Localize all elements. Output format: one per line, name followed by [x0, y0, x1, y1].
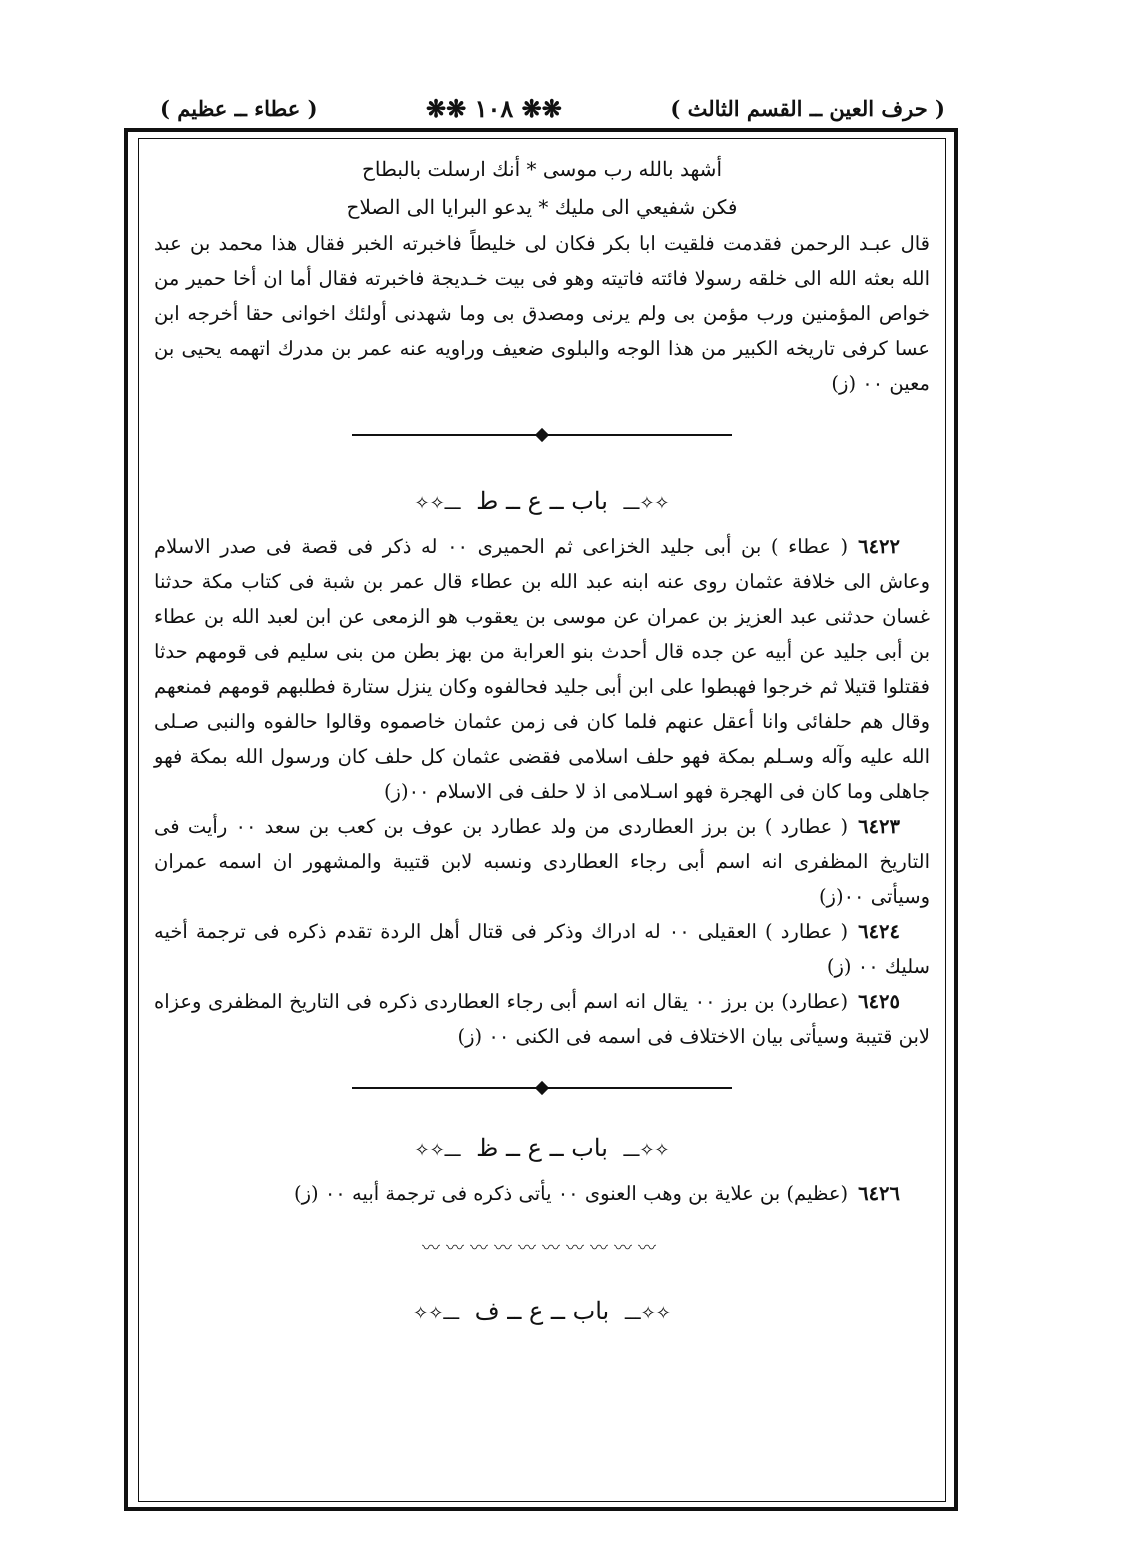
entry-text: ( عطارد ) العقيلى ٠٠ له ادراك وذكر فى قتال أهل الردة تقدم ذكره فى ترجمة أخيه سليك ٠٠ (ز) [154, 920, 930, 978]
page-body [154, 150, 930, 1339]
page-number-value: ۱۰۸ [474, 93, 514, 123]
ornament-icon: ـــ✧✧ [413, 1303, 460, 1324]
entry-text: ( عطاء ) بن أبى جليد الخزاعى ثم الحميرى ٠٠ له ذكر فى قصة فى صدر الاسلام وعاش الى خلافة عثمان روى عنه ابنه عبد الله بن عطاء قال عمر بن شبة فى كتاب مكة حدثنا غسان حدثنى عبد العزيز بن عمران عن موسى بن يعقوب هو الزمعى عن ابن لعبد الله بن عطاء بن أبى جليد عن أبيه عن جده قال أحدث بنو العرابة من بهز بطن من بنى سليم فى قومهم حدثا فقتلوا قتيلا ثم خرجوا فهبطوا على ابن أبى جليد فحالفوه وكان ينزل ستارة فطلبهم قومهم فمنعهم وقال هم حلفائى وانا أعقل عنهم فلما كان فى زمن عثمان خاصموه وقالوا حالفوه والنبى صـلى الله عليه وآله وسـلم بمكة فهو حلف اسلامى فقضى عثمان كل حلف كان ورسول الله بمكة فهو جاهلى وما كان فى الهجرة فهو اسـلامى اذ لا حلف فى الاسلام ٠٠(ز) [154, 535, 930, 803]
ornament-icon: ✧✧ـــ [623, 1140, 670, 1161]
ornament-icon: ✧✧ـــ [624, 1303, 671, 1324]
header-section-title: ( حرف العين ــ القسم الثالث ) [670, 95, 945, 121]
chapter-title: باب ــ ع ــ ط [476, 487, 608, 515]
divider-wave: 〰〰〰〰〰〰〰〰〰〰 [422, 1238, 662, 1259]
entry-number: ٦٤٢٦ [858, 1182, 900, 1205]
entry-text: (عطارد) بن برز ٠٠ يقال انه اسم أبى رجاء العطاردى ذكره فى التاريخ المظفرى وعزاه لابن قتيبة وسيأتى بيان الاختلاف فى اسمه فى الكنى ٠٠ (ز) [154, 990, 930, 1048]
entry-text: ( عطارد ) بن برز العطاردى من ولد عطارد بن عوف بن كعب بن سعد ٠٠ رأيت فى التاريخ المظفرى انه اسم أبى رجاء العطاردى ونسبه لابن قتيبة والمشهور ان اسمه عمران وسيأتى ٠٠(ز) [154, 815, 930, 908]
chapter-title: باب ــ ع ــ ظ [476, 1134, 608, 1162]
poem-verse: أشهد بالله رب موسى * أنك ارسلت بالبطاح [362, 157, 722, 181]
ornament-icon: ✧✧ـــ [623, 493, 670, 514]
divider-diamond [535, 428, 549, 442]
ornament-icon: ـــ✧✧ [414, 1140, 461, 1161]
entry [154, 809, 930, 914]
entry [154, 529, 930, 809]
entry-number: ٦٤٢٥ [858, 990, 900, 1013]
entry [154, 1176, 930, 1211]
chapter-heading-ayn-za [154, 1120, 930, 1176]
page-number: ❋❋ ۱۰۸ ❋❋ [426, 93, 562, 123]
entry-number: ٦٤٢٢ [858, 535, 900, 558]
paragraph: قال عبـد الرحمن فقدمت فلقيت ابا بكر فكان لى خليطاً فاخبرته الخبر فقال هذا محمد بن عبد الله بعثه الله الى خلقه رسولا فائته فاتيته وهو فى بيت خـديجة فاخبرته فقال أما ان أخا حمير من خواص المؤمنين ورب مؤمن بى ولم يرنى ومصدق بى وما شهدنى أولئك اخوانى حقا أخرجه ابن عسا كرفى تاريخه الكبير من هذا الوجه والبلوى ضعيف وراويه عنه عمر بن مدرك اتهمه يحيى بن معين ٠٠ (ز) [154, 232, 930, 395]
section-divider [154, 415, 930, 455]
entry-number: ٦٤٢٣ [858, 815, 900, 838]
entry [154, 914, 930, 984]
ornament-icon: ـــ✧✧ [414, 493, 461, 514]
entry-number: ٦٤٢٤ [858, 920, 900, 943]
entry [154, 984, 930, 1054]
header-entry-range: ( عطاء ــ عظيم ) [160, 95, 318, 121]
chapter-heading-ayn-ta [154, 473, 930, 529]
poem-verse: فكن شفيعي الى مليك * يدعو البرايا الى الصلاح [346, 195, 738, 219]
divider-diamond [535, 1081, 549, 1095]
entry-text: (عظيم) بن علاية بن وهب العنوى ٠٠ يأتى ذكره فى ترجمة أبيه ٠٠ (ز) [293, 1182, 849, 1205]
section-divider-wavy [154, 1229, 930, 1269]
chapter-heading-ayn-fa [154, 1283, 930, 1339]
section-divider [154, 1068, 930, 1108]
chapter-title: باب ــ ع ــ ف [474, 1297, 610, 1325]
running-header [160, 88, 945, 128]
